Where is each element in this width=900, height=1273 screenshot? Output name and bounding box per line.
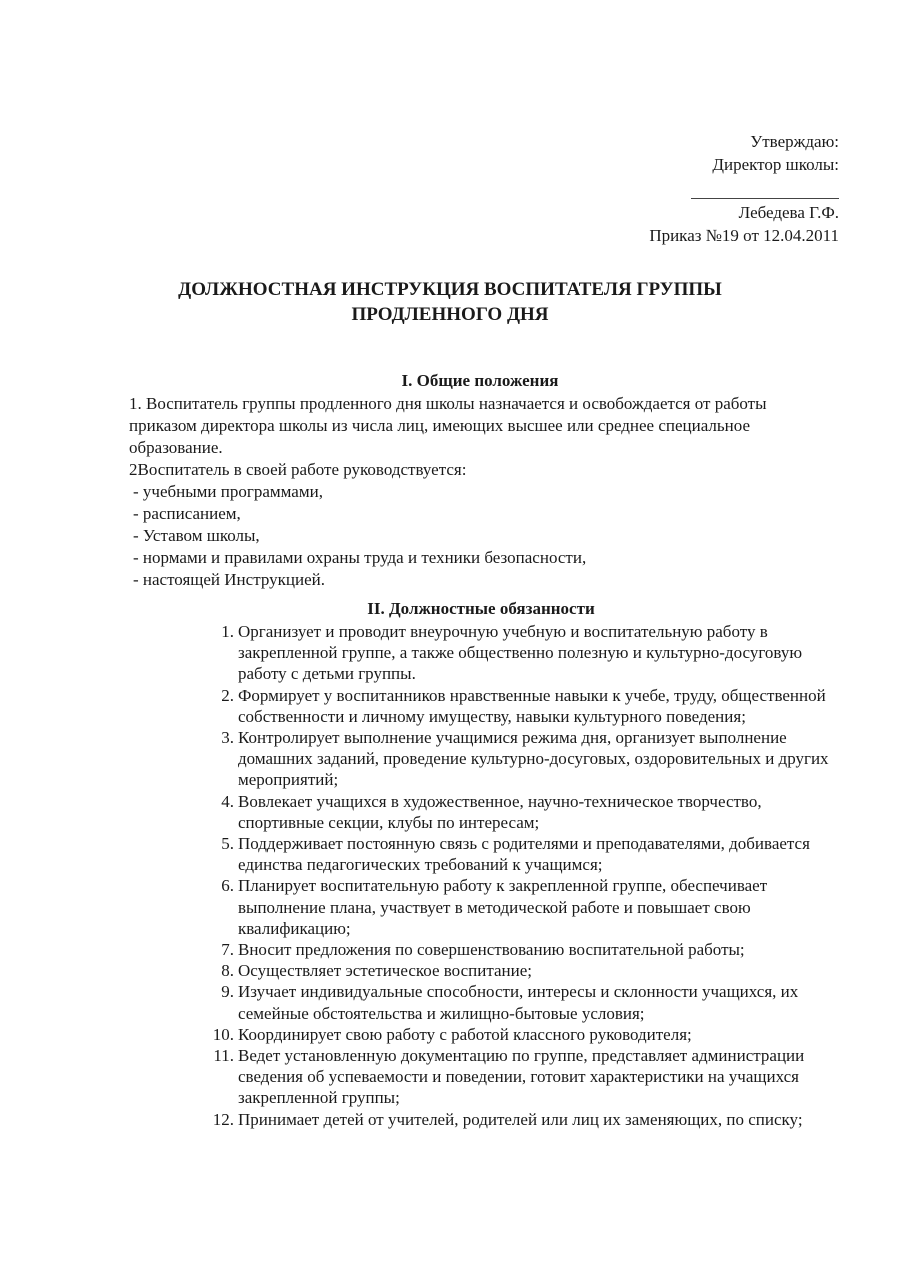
approval-label: Утверждаю: [750,132,839,151]
item-text: Формирует у воспитанников нравственные навыки к учебе, труду, общественной собственности и личному имуществу, навыки культурного поведения; [238,685,826,726]
title-line-1: ДОЛЖНОСТНАЯ ИНСТРУКЦИЯ ВОСПИТАТЕЛЯ ГРУППЫ [178,279,722,300]
bullet-item: - Уставом школы, [133,526,260,545]
item-text: Организует и проводит внеурочную учебную и воспитательную работу в закрепленной группе, а также общественно полезную и культурно-досуговую работу с детьми группы. [238,622,803,684]
item-text: Поддерживает постоянную связь с родителями и преподавателями, добивается единства педагогических требований к учащимся; [238,834,810,875]
item-number: 8. [221,961,234,981]
section-2-heading: II. Должностные обязанности [367,599,595,618]
item-number: 10. [212,1024,234,1044]
item-number: 4. [221,791,234,811]
approval-order: Приказ №19 от 12.04.2011 [649,226,839,245]
list-item [200,960,845,981]
approval-director: Директор школы: [712,155,839,174]
item-number: 3. [221,728,234,748]
section-1-body [129,393,829,591]
section-1-paragraph-1: 1. Воспитатель группы продленного дня школы назначается и освобождается от работы приказом директора школы из числа лиц, имеющих высшее или среднее специальное образование. [129,394,767,457]
item-number: 7. [221,940,234,960]
bullet-item: - нормами и правилами охраны труда и техники безопасности, [133,548,587,567]
duties-list [200,621,845,1130]
list-item [200,1109,845,1130]
item-number: 9. [221,982,234,1002]
document-title [0,277,900,327]
item-number: 2. [221,685,234,705]
item-number: 5. [221,834,234,854]
item-text: Вовлекает учащихся в художественное, научно-техническое творчество, спортивные секции, клубы по интересам; [238,791,762,832]
list-item [200,685,845,727]
section-1-heading: I. Общие положения [401,371,559,390]
item-text: Ведет установленную документацию по группе, представляет администрации сведения об успеваемости и поведении, готовит характеристики на учащихся закрепленной группы; [238,1046,805,1108]
item-text: Изучает индивидуальные способности, интересы и склонности учащихся, их семейные обстоятельства и жилищно-бытовые условия; [238,982,799,1023]
list-item [200,981,845,1023]
list-item [200,727,845,791]
item-number: 6. [221,876,234,896]
list-item [200,939,845,960]
list-item [200,1045,845,1109]
item-text: Контролирует выполнение учащимися режима дня, организует выполнение домашних заданий, проведение культурно-досуговых, оздоровительных и других мероприятий; [238,728,829,790]
item-text: Координирует свою работу с работой классного руководителя; [238,1024,692,1044]
bullet-item: - расписанием, [133,504,241,523]
item-text: Принимает детей от учителей, родителей или лиц их заменяющих, по списку; [238,1109,803,1129]
list-item [200,1024,845,1045]
section-1-paragraph-2: 2Воспитатель в своей работе руководствуется: [129,460,467,479]
approval-name: Лебедева Г.Ф. [738,203,839,222]
item-text: Планирует воспитательную работу к закрепленной группе, обеспечивает выполнение плана, участвует в методической работе и повышает свою квалификацию; [238,876,768,938]
item-text: Вносит предложения по совершенствованию воспитательной работы; [238,940,745,960]
item-number: 11. [213,1046,234,1066]
list-item [200,621,845,685]
item-text: Осуществляет эстетическое воспитание; [238,961,532,981]
approval-block [649,130,839,247]
item-number: 1. [221,622,234,641]
item-number: 12. [212,1109,234,1129]
list-item [200,791,845,833]
list-item [200,875,845,939]
title-line-2: ПРОДЛЕННОГО ДНЯ [351,304,549,325]
bullet-item: - учебными программами, [133,482,323,501]
bullet-item: - настоящей Инструкцией. [133,570,325,589]
signature-line [691,188,839,199]
list-item [200,833,845,875]
